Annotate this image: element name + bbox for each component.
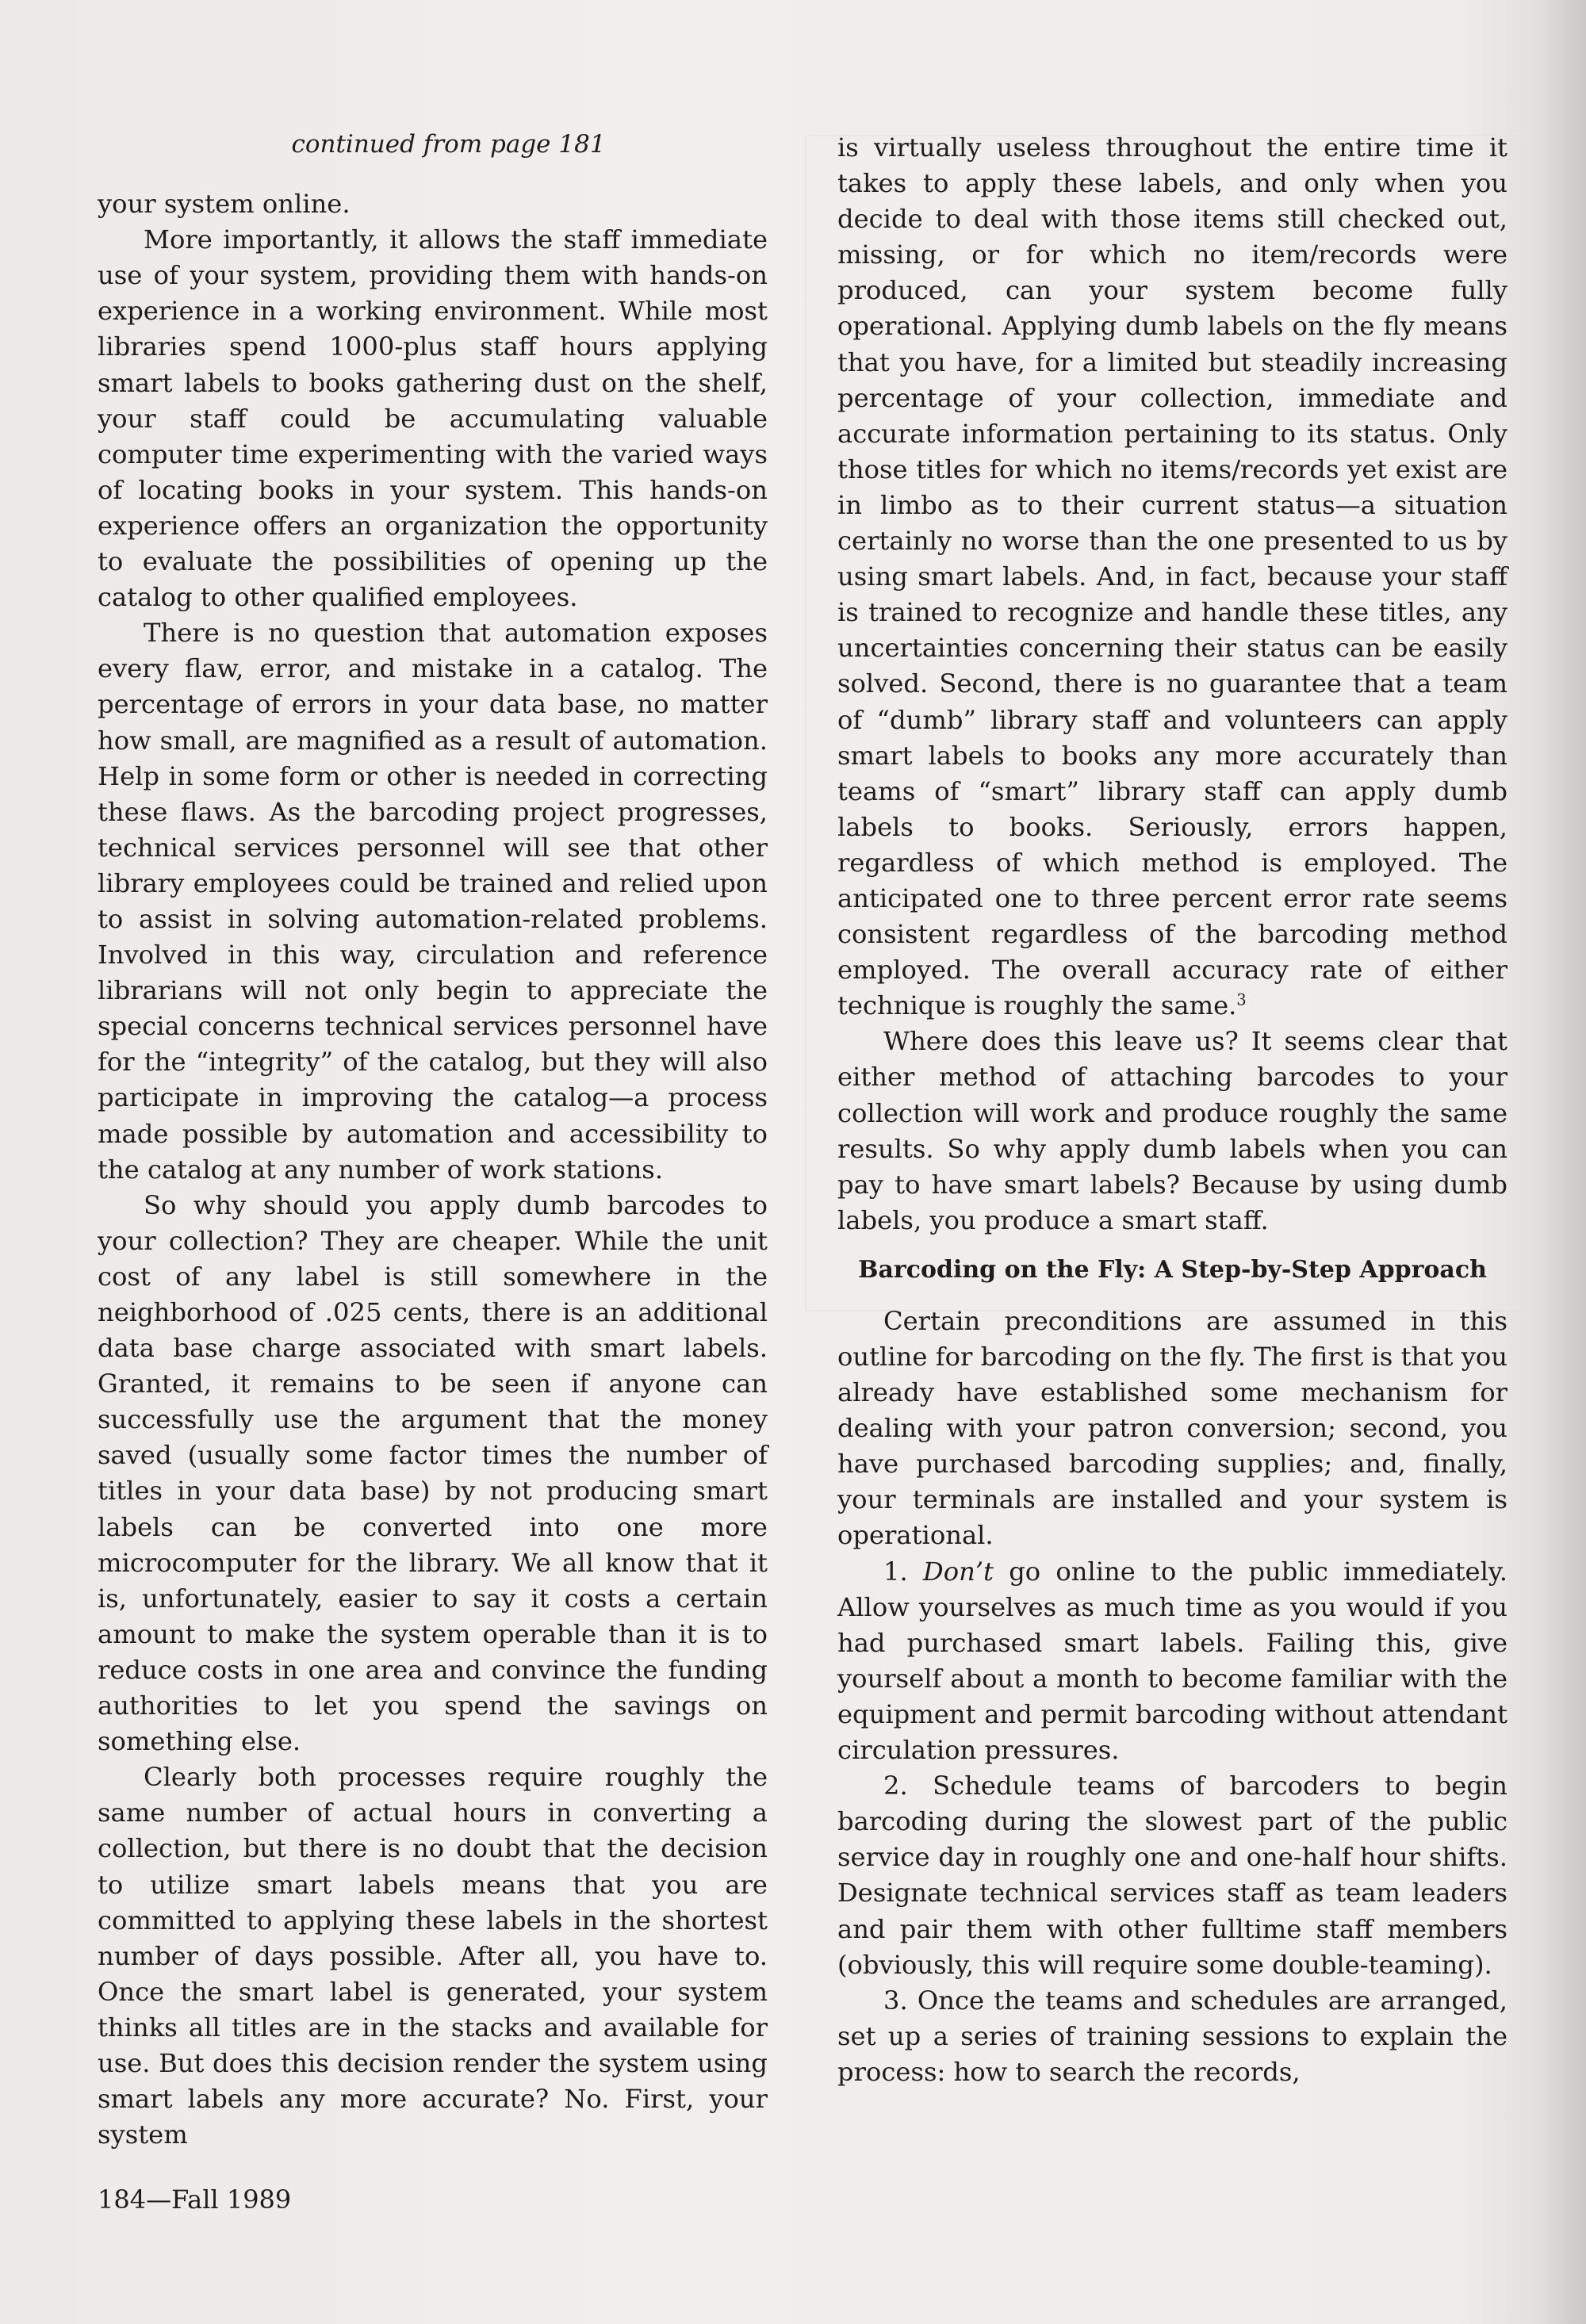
continued-line: continued from page 181 — [291, 130, 606, 159]
section-heading: Barcoding on the Fly: A Step-by-Step Approach — [858, 1255, 1487, 1284]
paragraph: Certain preconditions are assumed in this outline for barcoding on the fly. The first is that you already have established some mechanism for dealing with your patron conversion; second, you have purchased barcoding supplies; and, finally, your terminals are installed and your system is operational. — [837, 1305, 1507, 1551]
left-column — [98, 127, 768, 2153]
step-text: go online to the public immediately. Allow yourselves as much time as you would if you had purchased smart labels. Failing this, give yourself about a month to become familiar with the equipment and permit barcoding without attendant circulation pressures. — [837, 1556, 1508, 1766]
paragraph: So why should you apply dumb barcodes to your collection? They are cheaper. While the unit cost of any label is still somewhere in the neighborhood of .025 cents, there is an additional data base charge associated with smart labels. Granted, it remains to be seen if anyone can successfully use the argument that the money saved (usually some factor times the number of titles in your data base) by not producing smart labels can be converted into one more microcomputer for the library. We all know that it is, unfortunately, easier to say it costs a certain amount to make the system operable than it is to reduce costs in one area and convince the funding authorities to let you spend the savings on something else. — [98, 1189, 768, 1757]
paragraph — [837, 130, 1507, 1024]
step-emphasis: Don’t — [922, 1556, 994, 1587]
page-footer: 184—Fall 1989 — [98, 2184, 292, 2215]
paragraph: Where does this leave us? It seems clear that either method of attaching barcodes to your collection will work and produce roughly the same results. So why apply dumb labels when you can pay to have smart labels? Because by using dumb labels, you produce a smart staff. — [837, 1026, 1507, 1235]
step-item: 2. Schedule teams of barcoders to begin barcoding during the slowest part of the public service day in roughly one and one-half hour shifts. Designate technical services staff as team leaders and pair them with other fulltime staff members (obviously, this will require some double-teaming). — [837, 1771, 1507, 1980]
paragraph: More importantly, it allows the staff immediate use of your system, providing them with hands-on experience in a working environment. While most libraries spend 1000-plus staff hours applying smart labels to books gathering dust on the shelf, your staff could be accumulating valuable computer time experimenting with the varied ways of locating books in your system. This hands-on experience offers an organization the opportunity to evaluate the possibilities of opening up the catalog to other qualified employees. — [98, 224, 768, 613]
paragraph: Clearly both processes require roughly the same number of actual hours in converting a collection, but there is no doubt that the decision to utilize smart labels means that you are committed to applying these labels in the shortest number of days possible. After all, you have to. Once the smart label is generated, your system thinks all titles are in the stacks and available for use. But does this decision render the system using smart labels any more accurate? No. First, your system — [98, 1762, 768, 2150]
paragraph: There is no question that automation exposes every flaw, error, and mistake in a catalog. The percentage of errors in your data base, no matter how small, are magnified as a result of automation. Help in some form or other is needed in correcting these flaws. As the barcoding project progresses, technical services personnel will see that other library employees could be trained and relied upon to assist in solving automation-related problems. Involved in this way, circulation and reference librarians will not only begin to appreciate the special concerns technical services personnel have for the “integrity” of the catalog, but they will also participate in improving the catalog—a process made possible by automation and accessibility to the catalog at any number of work stations. — [98, 618, 768, 1185]
footnote-ref: 3 — [1236, 990, 1247, 1009]
step-number: 1. — [883, 1556, 908, 1587]
step-item: 3. Once the teams and schedules are arranged, set up a series of training sessions to explain the process: how to search the records, — [837, 1985, 1507, 2087]
paragraph-text: is virtually useless throughout the entire time it takes to apply these labels, and only when you decide to deal with those items still checked out, missing, or for which no item/records were produced, can your system become fully operational. Applying dumb labels on the fly means that you have, for a limited but steadily increasing percentage of your collection, immediate and accurate information pertaining to its status. Only those titles for which no items/records yet exist are in limbo as to their current status—a situation certainly no worse than the one presented to us by using smart labels. And, in fact, because your staff is trained to recognize and handle these titles, any uncertainties concerning their status can be easily solved. Second, there is no guarantee that a team of “dumb” library staff and volunteers can apply smart labels to books any more accurately than teams of “smart” library staff can apply dumb labels to books. Seriously, errors happen, regardless of which method is employed. The anticipated one to three percent error rate seems consistent regardless of the barcoding method employed. The overall accuracy rate of either technique is roughly the same. — [837, 132, 1507, 1021]
paragraph: your system online. — [98, 189, 351, 220]
step-item — [837, 1554, 1507, 1769]
right-column — [837, 130, 1507, 2090]
